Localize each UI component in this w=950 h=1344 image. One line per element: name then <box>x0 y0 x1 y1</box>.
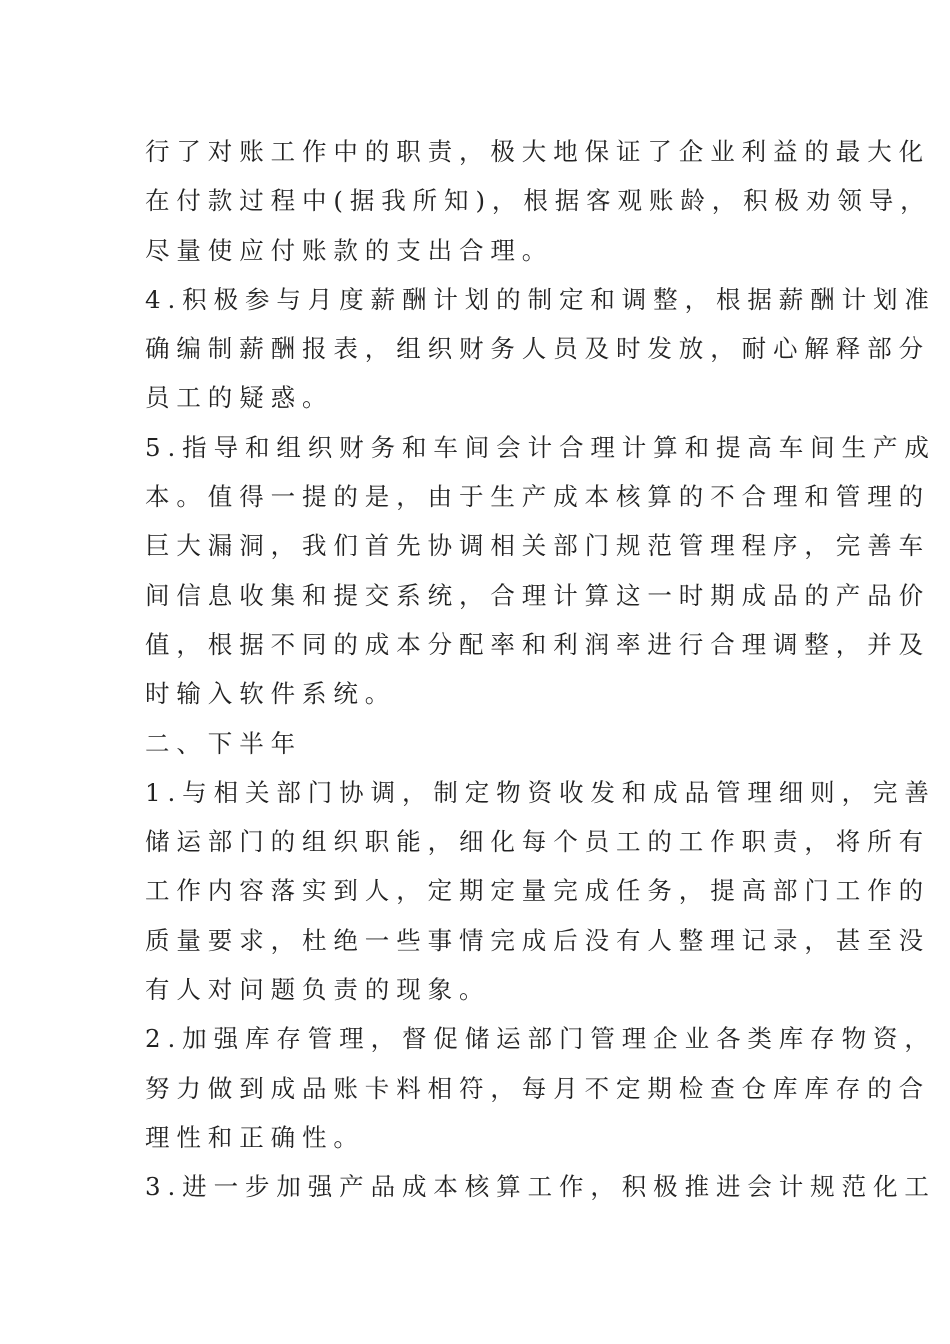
text-line: 工作内容落实到人，定期定量完成任务，提高部门工作的 <box>145 876 930 906</box>
text-line: 质量要求，杜绝一些事情完成后没有人整理记录，甚至没 <box>145 925 930 955</box>
text-line: 4.积极参与月度薪酬计划的制定和调整，根据薪酬计划准 <box>145 284 936 314</box>
text-line: 2.加强库存管理，督促储运部门管理企业各类库存物资， <box>145 1024 936 1054</box>
text-line: 储运部门的组织职能，细化每个员工的工作职责，将所有 <box>145 827 930 857</box>
text-line: 有人对问题负责的现象。 <box>145 975 491 1005</box>
text-line: 理性和正确性。 <box>145 1122 365 1152</box>
text-line: 间信息收集和提交系统，合理计算这一时期成品的产品价 <box>145 580 930 610</box>
text-line: 值，根据不同的成本分配率和利润率进行合理调整，并及 <box>145 629 930 659</box>
text-line: 1.与相关部门协调，制定物资收发和成品管理细则，完善 <box>145 777 936 807</box>
document-body <box>145 127 936 1212</box>
text-line: 5.指导和组织财务和车间会计合理计算和提高车间生产成 <box>145 432 936 462</box>
text-line: 巨大漏洞，我们首先协调相关部门规范管理程序，完善车 <box>145 531 930 561</box>
text-line: 时输入软件系统。 <box>145 679 397 709</box>
text-line: 确编制薪酬报表，组织财务人员及时发放，耐心解释部分 <box>145 334 930 364</box>
section-heading: 二、下半年 <box>145 728 302 758</box>
text-line: 3.进一步加强产品成本核算工作，积极推进会计规范化工 <box>145 1172 936 1202</box>
text-line: 本。值得一提的是，由于生产成本核算的不合理和管理的 <box>145 482 930 512</box>
text-line: 努力做到成品账卡料相符，每月不定期检查仓库库存的合 <box>145 1073 930 1103</box>
text-line: 行了对账工作中的职责，极大地保证了企业利益的最大化 <box>145 137 930 166</box>
text-line: 尽量使应付账款的支出合理。 <box>145 235 554 265</box>
text-line: 员工的疑惑。 <box>145 383 334 413</box>
text-line: 在付款过程中(据我所知)，根据客观账龄，积极劝领导， <box>145 186 932 216</box>
